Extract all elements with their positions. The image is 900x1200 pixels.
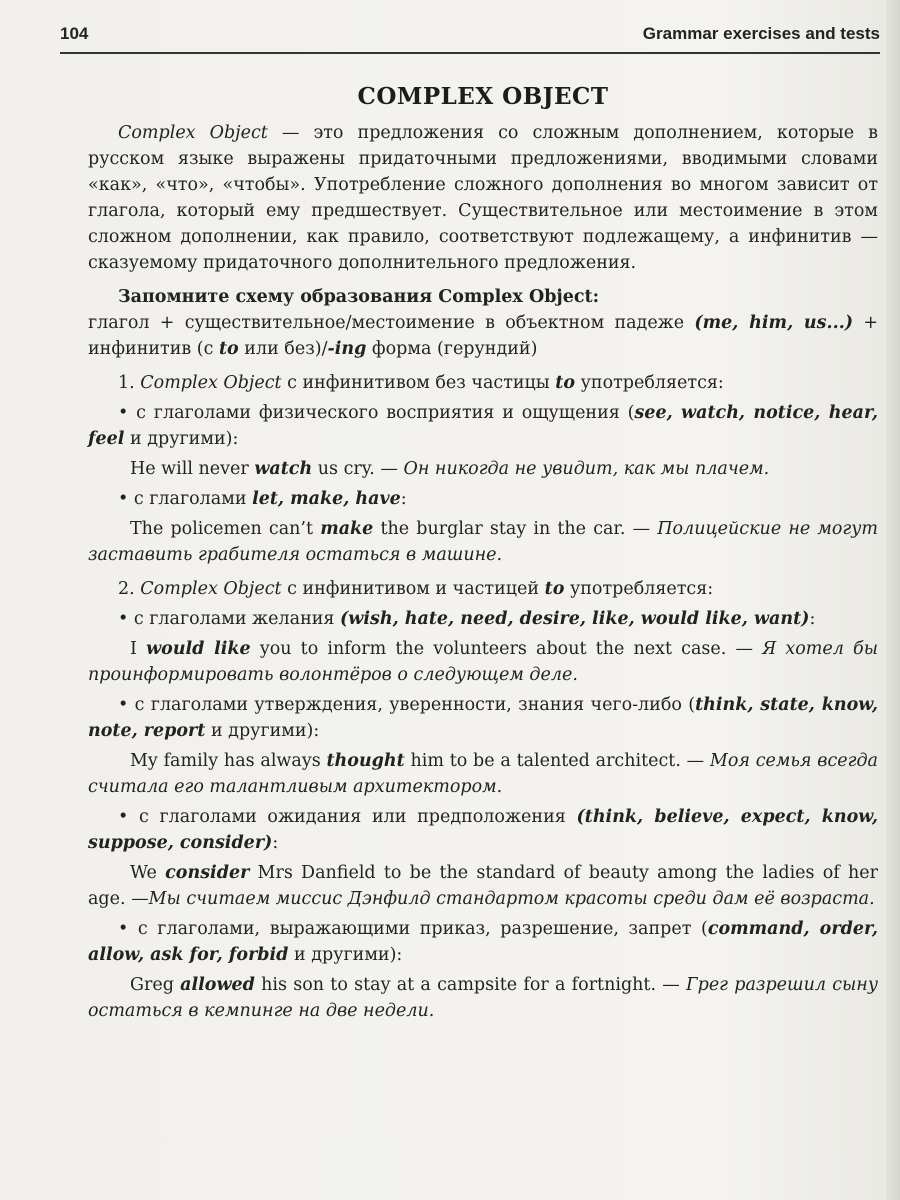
example-translation: Я хотел бы проинформировать волонтёров о следующем деле.	[88, 639, 878, 685]
intro-term: Complex Object	[118, 123, 268, 143]
example-text: My family has always	[130, 751, 327, 771]
page-number: 104	[60, 24, 89, 43]
example-thought	[88, 748, 878, 800]
example-verb: would like	[146, 639, 251, 659]
bullet-command	[88, 916, 878, 968]
section-to: to	[555, 373, 576, 393]
bullet-text: • с глаголами утверждения, уверенности, знания чего-либо (	[118, 695, 696, 715]
example-translation: Мы считаем миссис Дэнфилд стандартом красоты среди дам её возраста.	[148, 889, 875, 909]
example-text: him to be a talented architect. —	[404, 751, 710, 771]
formula-part: или без)/	[238, 339, 328, 359]
bullet-text: • с глаголами	[118, 489, 253, 509]
example-translation: Грег разрешил сыну остаться в кемпинге на две недели.	[88, 975, 878, 1021]
bullet-verbs: think, state, know, note, report	[88, 695, 879, 741]
bullet-text: :	[272, 833, 279, 853]
example-verb: thought	[326, 751, 405, 771]
example-text: his son to stay at a campsite for a fortnight. —	[254, 975, 687, 995]
bullet-text: и другими):	[205, 721, 320, 741]
example-text: us cry. —	[312, 459, 404, 479]
section-text: с инфинитивом и частицей	[281, 579, 545, 599]
section-number: 1.	[118, 373, 141, 393]
example-would-like	[88, 636, 878, 688]
section-number: 2.	[118, 579, 141, 599]
formula-part: форма (герундий)	[366, 339, 538, 359]
bullet-let-make-have	[88, 486, 878, 512]
section-text: употребляется:	[575, 373, 724, 393]
bullet-verbs: (wish, hate, need, desire, like, would like, want)	[340, 609, 810, 629]
bullet-text: • с глаголами желания	[118, 609, 340, 629]
section-text: с инфинитивом без частицы	[281, 373, 556, 393]
example-translation: Полицейские не могут заставить грабителя остаться в машине.	[88, 519, 879, 565]
example-text: I	[130, 639, 147, 659]
example-verb: watch	[254, 459, 313, 479]
example-text: He will never	[130, 459, 255, 479]
bullet-verbs: command, order, allow, ask for, forbid	[88, 919, 878, 965]
bullet-text: • с глаголами, выражающими приказ, разрешение, запрет (	[118, 919, 708, 939]
example-translation: Он никогда не увидит, как мы плачем.	[403, 459, 770, 479]
bullet-perception	[88, 400, 878, 452]
example-verb: consider	[165, 863, 250, 883]
example-watch	[88, 456, 878, 482]
example-verb: make	[320, 519, 374, 539]
section1-heading	[88, 370, 878, 396]
example-translation: Моя семья всегда считала его талантливым архитектором.	[88, 751, 878, 797]
formula-to: to	[218, 339, 239, 359]
page-title: COMPLEX OBJECT	[357, 83, 609, 110]
formula-pronouns: (me, him, us...)	[694, 313, 854, 333]
section-term: Complex Object	[140, 579, 282, 599]
bullet-text: • с глаголами физического восприятия и ощущения (	[118, 403, 635, 423]
section2-heading	[88, 576, 878, 602]
example-text: you to inform the volunteers about the next case. —	[250, 639, 763, 659]
intro-paragraph	[88, 120, 878, 276]
example-text: Greg	[130, 975, 181, 995]
bullet-text: :	[400, 489, 407, 509]
section-to: to	[544, 579, 565, 599]
example-make	[88, 516, 878, 568]
formula-part: + инфинитив (с	[88, 313, 878, 359]
example-allowed	[88, 972, 878, 1024]
bullet-verbs: let, make, have	[252, 489, 401, 509]
intro-text: — это предложения со сложным дополнением, которые в русском языке выражены придаточными предложениями, вводимыми словами «как», «что», «чтобы». Употребление сложного дополнения во многом зависит от глагола, который ему предшествует. Существительное или местоимение в этом сложном дополнении, как правило, соответствуют подлежащему, а инфинитив — сказуемому придаточного дополнительного предложения.	[88, 123, 879, 273]
running-title: Grammar exercises and tests	[642, 24, 880, 43]
example-verb: allowed	[180, 975, 255, 995]
bullet-statement	[88, 692, 878, 744]
example-text: The policemen can’t	[130, 519, 321, 539]
page-edge	[886, 0, 900, 1200]
formula-ing: -ing	[327, 339, 367, 359]
bullet-text: • с глаголами ожидания или предположения	[118, 807, 577, 827]
bullet-text: и другими):	[124, 429, 239, 449]
bullet-text: :	[809, 609, 816, 629]
formula-part: глагол + существительное/местоимение в объектном падеже	[88, 313, 695, 333]
scheme-formula	[88, 310, 878, 362]
bullet-expectation	[88, 804, 878, 856]
bullet-verbs: see, watch, notice, hear, feel	[88, 403, 878, 449]
example-consider	[88, 860, 878, 912]
page-header	[60, 14, 880, 54]
bullet-desire	[88, 606, 878, 632]
example-text: Mrs Danfield to be the standard of beauty among the ladies of her age. —	[88, 863, 878, 909]
bullet-text: и другими):	[288, 945, 403, 965]
section-term: Complex Object	[140, 373, 282, 393]
scheme-heading: Запомните схему образования Complex Object:	[118, 287, 600, 307]
example-text: We	[130, 863, 166, 883]
example-text: the burglar stay in the car. —	[373, 519, 658, 539]
bullet-verbs: (think, believe, expect, know, suppose, consider)	[88, 807, 878, 853]
page-content	[88, 84, 878, 1024]
section-text: употребляется:	[564, 579, 714, 599]
